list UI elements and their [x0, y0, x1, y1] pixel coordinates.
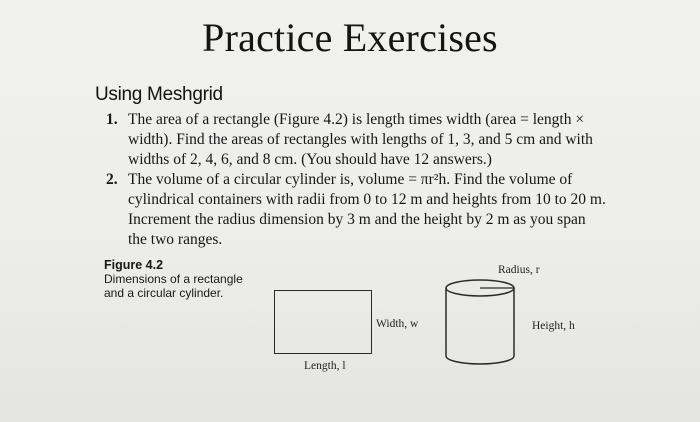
exercise-item [106, 110, 606, 170]
cylinder-diagram [440, 276, 530, 372]
cylinder-radius-label: Radius, r [498, 264, 540, 276]
cylinder-height-label: Height, h [532, 320, 575, 332]
exercise-text: The volume of a circular cylinder is, volume = πr²h. Find the volume of cylindrical containers with radii from 0 to 12 m and heights from 10 to 20 m. Increment the radius dimension by 3 m and the height by 2 m as you span the two ranges. [128, 171, 606, 248]
exercise-number: 2. [106, 171, 118, 188]
rectangle-length-label: Length, l [304, 360, 346, 372]
figure-number: Figure 4.2 [104, 258, 164, 272]
rectangle-width-label: Width, w [376, 318, 419, 330]
figure-caption [104, 258, 254, 300]
page-title: Practice Exercises [202, 15, 498, 60]
exercise-text: The area of a rectangle (Figure 4.2) is length times width (area = length × width). Find the areas of rectangles with lengths of 1, 3, and 5 cm and with widths of 2, 4, 6, and 8 cm. (You should have 12 answers.) [128, 111, 593, 168]
section-heading: Using Meshgrid [95, 84, 223, 105]
exercise-list [106, 110, 606, 250]
rectangle-diagram [274, 290, 372, 354]
exercise-number: 1. [106, 111, 118, 128]
exercise-item [106, 170, 606, 250]
figure-description: Dimensions of a rectangle and a circular cylinder. [104, 272, 243, 300]
